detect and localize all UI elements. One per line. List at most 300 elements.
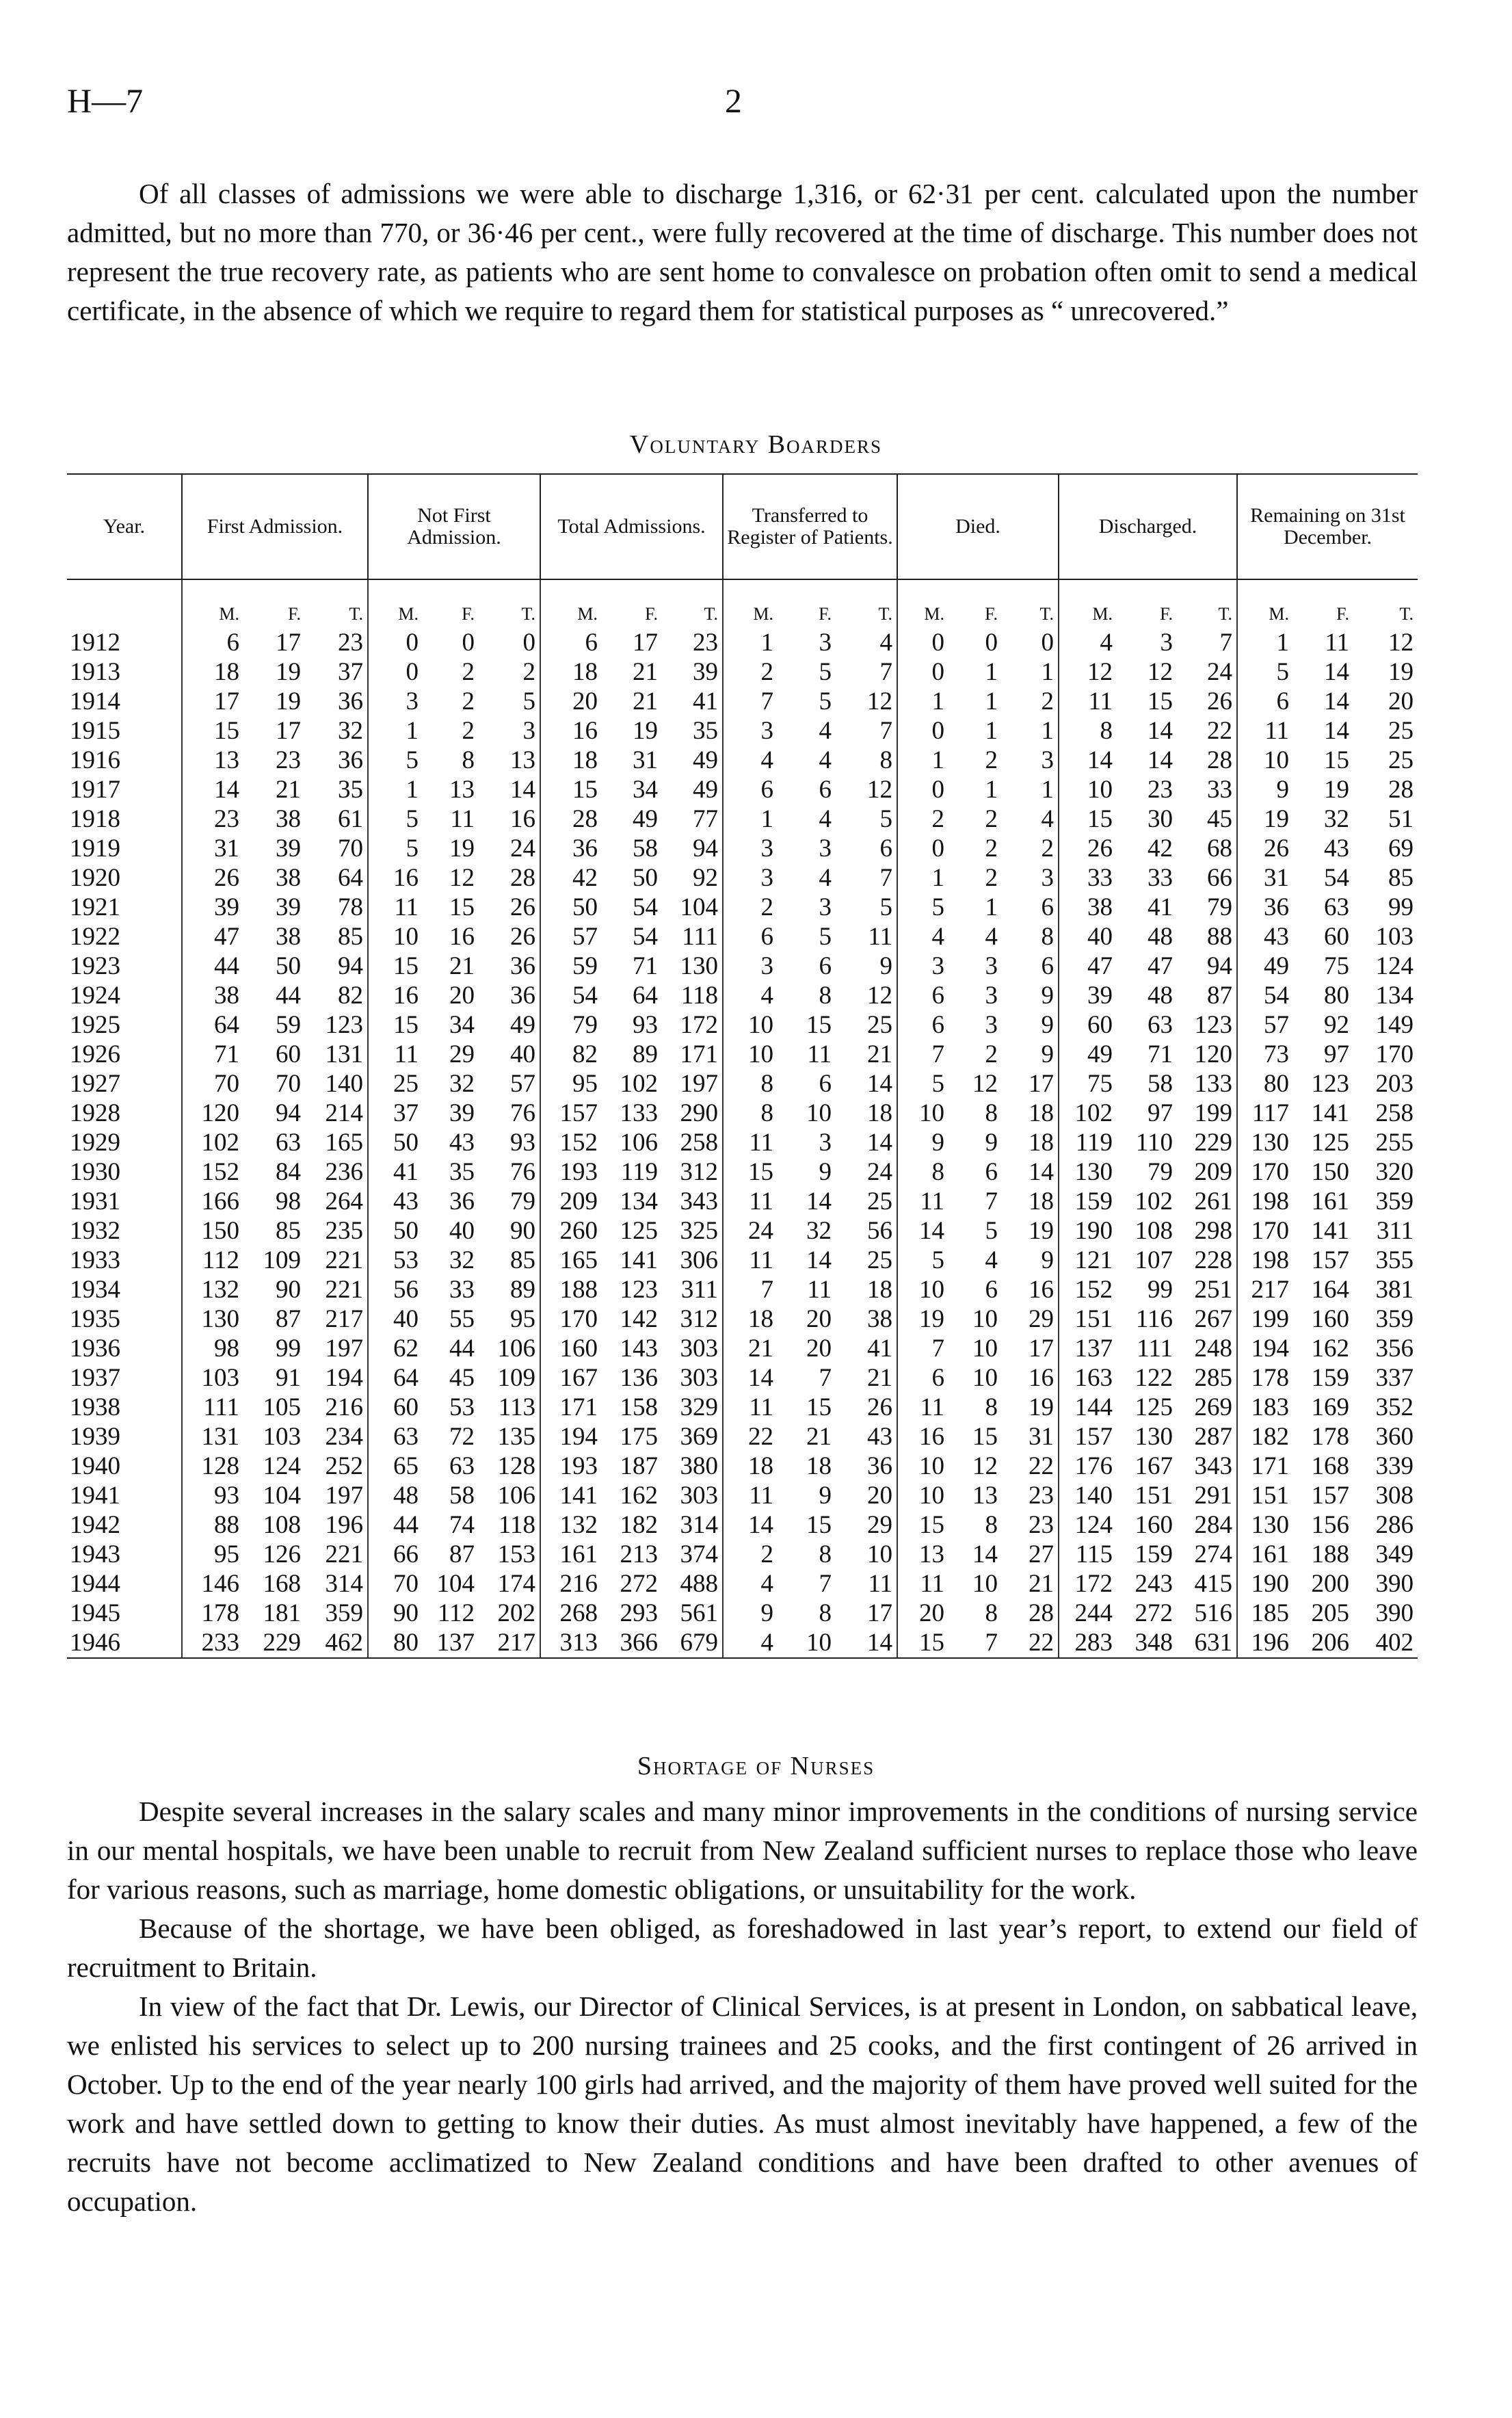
value-cell: 329	[680, 1393, 718, 1421]
value-cell: 131	[182, 1422, 243, 1451]
value-cell: 12	[1148, 658, 1173, 686]
document-reference: H—7	[67, 81, 144, 120]
value-cell: 6	[819, 952, 832, 980]
table-row	[67, 1246, 1418, 1275]
value-cell: 8	[879, 746, 892, 774]
value-cell: 1	[897, 687, 949, 716]
value-cell: 25	[1388, 746, 1414, 774]
table-row	[67, 628, 1418, 657]
value-cell: 311	[1376, 1217, 1414, 1245]
value-cell: 116	[1135, 1305, 1173, 1333]
value-cell: 15	[540, 775, 602, 804]
value-cell: 93	[182, 1481, 243, 1510]
value-cell: 103	[1375, 923, 1414, 951]
value-cell: 146	[182, 1569, 243, 1599]
value-cell: 75	[1059, 1069, 1117, 1099]
value-cell: 38	[182, 981, 243, 1010]
value-cell: 141	[1311, 1099, 1349, 1127]
intro-paragraph: Of all classes of admissions we were able to discharge 1,316, or 62·31 per cent. calculated upon the number admitted, but no more than 770, or 36·46 per cent., were fully recovered at the time of discharge. This number does not represent the true recovery rate, as patients who are sent home to convalesce on probation often omit to send a medical certificate, in the absence of which we require to regard them for statistical purposes as “ unrecovered.”	[67, 178, 1418, 326]
subcolumn-header: T.	[704, 604, 718, 624]
value-cell: 6	[182, 628, 243, 657]
value-cell: 158	[620, 1393, 658, 1421]
value-cell: 88	[182, 1510, 243, 1540]
paragraph: Because of the shortage, we have been obliged, as foreshadowed in last year’s report, to extend our field of recruitment to Britain.	[67, 1913, 1418, 1983]
value-cell: 87	[276, 1305, 301, 1333]
value-cell: 35	[338, 776, 363, 804]
value-cell: 14	[1029, 1158, 1054, 1186]
value-cell: 14	[1324, 717, 1349, 745]
value-cell: 16	[368, 981, 423, 1010]
table-row	[67, 1569, 1418, 1599]
value-cell: 38	[276, 923, 301, 951]
value-cell: 143	[620, 1335, 658, 1363]
value-cell: 174	[497, 1570, 535, 1598]
value-cell: 19	[1237, 804, 1293, 834]
table-row	[67, 1422, 1418, 1451]
blank-cell	[67, 579, 182, 628]
value-cell: 199	[1194, 1099, 1232, 1127]
value-cell: 4	[819, 864, 832, 892]
value-cell: 20	[806, 1305, 832, 1333]
value-cell: 1	[897, 746, 949, 775]
value-cell: 2	[462, 717, 475, 745]
value-cell: 1	[723, 804, 778, 834]
value-cell: 63	[276, 1129, 301, 1157]
value-cell: 4	[1059, 628, 1117, 657]
value-cell: 3	[985, 982, 998, 1010]
shortage-section	[67, 1792, 1418, 2221]
table-row	[67, 1393, 1418, 1422]
table-row	[67, 1481, 1418, 1510]
value-cell: 23	[693, 629, 718, 657]
value-cell: 6	[723, 922, 778, 951]
value-cell: 7	[897, 1040, 949, 1069]
value-cell: 50	[368, 1216, 423, 1246]
value-cell: 8	[462, 746, 475, 774]
value-cell: 19	[1324, 776, 1349, 804]
value-cell: 20	[897, 1599, 949, 1628]
value-cell: 98	[182, 1334, 243, 1363]
value-cell: 26	[1207, 687, 1232, 715]
value-cell: 11	[368, 1040, 423, 1069]
value-cell: 50	[540, 893, 602, 922]
value-cell: 8	[985, 1393, 998, 1421]
value-cell: 84	[276, 1158, 301, 1186]
value-cell: 181	[263, 1599, 301, 1627]
table-row	[67, 657, 1418, 687]
year-cell: 1930	[70, 1158, 120, 1186]
value-cell: 11	[868, 923, 892, 951]
value-cell: 221	[325, 1246, 363, 1274]
value-cell: 70	[368, 1569, 423, 1599]
year-cell: 1919	[70, 835, 120, 863]
value-cell: 128	[182, 1451, 243, 1481]
value-cell: 17	[276, 629, 301, 657]
value-cell: 1	[985, 717, 998, 745]
value-cell: 216	[325, 1393, 363, 1421]
value-cell: 258	[680, 1129, 718, 1157]
value-cell: 60	[276, 1040, 301, 1068]
value-cell: 85	[276, 1217, 301, 1245]
value-cell: 103	[182, 1363, 243, 1393]
paragraph: Despite several increases in the salary scales and many minor improvements in the conditions of nursing service in our mental hospitals, we have been unable to recruit from New Zealand sufficient nurses to replace those who leave for various reasons, such as marriage, home domestic obligations, or unsuitability for the work.	[67, 1796, 1418, 1905]
table-row	[67, 1128, 1418, 1157]
value-cell: 15	[182, 716, 243, 746]
value-cell: 93	[633, 1011, 658, 1039]
value-cell: 19	[276, 687, 301, 715]
value-cell: 15	[1059, 804, 1117, 834]
value-cell: 14	[1324, 687, 1349, 715]
value-cell: 20	[449, 982, 475, 1010]
value-cell: 75	[1324, 952, 1349, 980]
value-cell: 5	[819, 923, 832, 951]
value-cell: 12	[972, 1070, 998, 1098]
value-cell: 80	[1324, 982, 1349, 1010]
value-cell: 252	[325, 1452, 363, 1480]
column-header: Discharged.	[1059, 474, 1237, 579]
value-cell: 8	[985, 1099, 998, 1127]
subcolumn-header: T.	[878, 604, 892, 624]
subcolumn-header: F.	[288, 604, 301, 624]
value-cell: 14	[182, 775, 243, 804]
subcolumn-header: F.	[462, 604, 475, 624]
value-cell: 312	[680, 1305, 718, 1333]
year-cell: 1946	[67, 1628, 182, 1658]
value-cell: 39	[693, 658, 718, 686]
value-cell: 49	[510, 1011, 535, 1039]
value-cell: 10	[972, 1305, 998, 1333]
value-cell: 123	[1311, 1070, 1349, 1098]
value-cell: 71	[1148, 1040, 1173, 1068]
value-cell: 79	[540, 1010, 602, 1040]
value-cell: 14	[867, 1129, 892, 1157]
year-cell: 1923	[70, 952, 120, 980]
value-cell: 21	[867, 1040, 892, 1068]
value-cell: 4	[723, 981, 778, 1010]
value-cell: 206	[1293, 1628, 1353, 1658]
value-cell: 298	[1194, 1217, 1232, 1245]
value-cell: 213	[620, 1540, 658, 1568]
value-cell: 0	[368, 628, 423, 657]
value-cell: 163	[1059, 1363, 1117, 1393]
value-cell: 97	[1324, 1040, 1349, 1068]
value-cell: 21	[633, 687, 658, 715]
value-cell: 94	[276, 1099, 301, 1127]
table-row	[67, 863, 1418, 893]
table-row	[67, 775, 1418, 804]
value-cell: 187	[620, 1452, 658, 1480]
value-cell: 60	[1324, 923, 1349, 951]
value-cell: 18	[1029, 1099, 1054, 1127]
value-cell: 25	[1388, 717, 1414, 745]
value-cell: 103	[263, 1423, 301, 1451]
year-cell: 1913	[70, 658, 120, 686]
value-cell: 14	[723, 1510, 778, 1540]
value-cell: 92	[1324, 1011, 1349, 1039]
value-cell: 80	[368, 1628, 423, 1658]
value-cell: 58	[1148, 1070, 1173, 1098]
value-cell: 182	[620, 1511, 658, 1539]
value-cell: 34	[449, 1011, 475, 1039]
value-cell: 2	[985, 864, 998, 892]
year-cell: 1932	[70, 1217, 120, 1245]
value-cell: 1	[985, 687, 998, 715]
value-cell: 21	[1029, 1570, 1054, 1598]
value-cell: 32	[1324, 805, 1349, 833]
value-cell: 6	[723, 775, 778, 804]
value-cell: 194	[1237, 1334, 1293, 1363]
value-cell: 144	[1059, 1393, 1117, 1422]
value-cell: 16	[368, 863, 423, 893]
value-cell: 11	[868, 1570, 892, 1598]
value-cell: 23	[276, 746, 301, 774]
value-cell: 3	[985, 1011, 998, 1039]
value-cell: 2	[897, 804, 949, 834]
value-cell: 23	[338, 629, 363, 657]
value-cell: 168	[1311, 1452, 1349, 1480]
value-cell: 79	[1148, 1158, 1173, 1186]
value-cell: 11	[897, 1187, 949, 1216]
subcolumn-header: F.	[985, 604, 998, 624]
value-cell: 18	[182, 657, 243, 687]
value-cell: 36	[540, 834, 602, 863]
year-cell: 1937	[70, 1364, 120, 1392]
value-cell: 50	[633, 864, 658, 892]
value-cell: 33	[1148, 864, 1173, 892]
value-cell: 7	[1219, 629, 1232, 657]
value-cell: 109	[263, 1246, 301, 1274]
value-cell: 374	[680, 1540, 718, 1568]
value-cell: 170	[540, 1304, 602, 1334]
value-cell: 42	[1148, 835, 1173, 863]
value-cell: 325	[680, 1217, 718, 1245]
value-cell: 18	[1029, 1129, 1054, 1157]
value-cell: 16	[897, 1422, 949, 1451]
value-cell: 4	[985, 923, 998, 951]
value-cell: 6	[985, 1276, 998, 1304]
value-cell: 7	[723, 1275, 778, 1304]
year-cell: 1914	[70, 687, 120, 715]
value-cell: 159	[1059, 1187, 1117, 1216]
value-cell: 2	[985, 1040, 998, 1068]
value-cell: 99	[276, 1335, 301, 1363]
value-cell: 30	[1148, 805, 1173, 833]
value-cell: 166	[182, 1187, 243, 1216]
table-row	[67, 951, 1418, 981]
value-cell: 359	[1375, 1305, 1414, 1333]
value-cell: 87	[449, 1540, 475, 1568]
value-cell: 77	[693, 805, 718, 833]
value-cell: 2	[1041, 687, 1054, 715]
value-cell: 31	[1029, 1423, 1054, 1451]
value-cell: 0	[462, 629, 475, 657]
value-cell: 157	[1311, 1246, 1349, 1274]
value-cell: 267	[1194, 1305, 1232, 1333]
value-cell: 285	[1194, 1364, 1232, 1392]
value-cell: 13	[182, 746, 243, 775]
value-cell: 32	[338, 717, 363, 745]
value-cell: 71	[182, 1040, 243, 1069]
value-cell: 1	[368, 775, 423, 804]
value-cell: 10	[897, 1481, 949, 1510]
value-cell: 37	[368, 1099, 423, 1128]
value-cell: 182	[1237, 1422, 1293, 1451]
value-cell: 26	[1237, 834, 1293, 863]
value-cell: 22	[723, 1422, 778, 1451]
value-cell: 175	[620, 1423, 658, 1451]
value-cell: 11	[723, 1187, 778, 1216]
value-cell: 3	[723, 834, 778, 863]
value-cell: 4	[897, 922, 949, 951]
value-cell: 360	[1375, 1423, 1414, 1451]
value-cell: 287	[1194, 1423, 1232, 1451]
value-cell: 24	[867, 1158, 892, 1186]
year-cell: 1920	[70, 864, 120, 892]
value-cell: 369	[680, 1423, 718, 1451]
value-cell: 679	[662, 1628, 723, 1658]
subcolumn-header: T.	[1399, 604, 1414, 624]
value-cell: 15	[806, 1011, 832, 1039]
value-cell: 7	[879, 864, 892, 892]
value-cell: 132	[182, 1275, 243, 1304]
value-cell: 63	[1324, 893, 1349, 921]
value-cell: 10	[972, 1335, 998, 1363]
value-cell: 9	[879, 952, 892, 980]
value-cell: 51	[1388, 805, 1414, 833]
value-cell: 12	[867, 687, 892, 715]
value-cell: 14	[1148, 746, 1173, 774]
value-cell: 15	[1148, 687, 1173, 715]
value-cell: 14	[806, 1246, 832, 1274]
value-cell: 111	[182, 1393, 243, 1422]
value-cell: 124	[1375, 952, 1414, 980]
value-cell: 243	[1135, 1570, 1173, 1598]
value-cell: 17	[276, 717, 301, 745]
value-cell: 11	[723, 1393, 778, 1422]
value-cell: 209	[1194, 1158, 1232, 1186]
value-cell: 13	[972, 1482, 998, 1510]
value-cell: 133	[1194, 1070, 1232, 1098]
value-cell: 303	[680, 1482, 718, 1510]
value-cell: 42	[540, 863, 602, 893]
value-cell: 35	[449, 1158, 475, 1186]
value-cell: 5	[985, 1217, 998, 1245]
value-cell: 11	[1325, 629, 1349, 657]
value-cell: 119	[1059, 1128, 1117, 1157]
value-cell: 90	[276, 1276, 301, 1304]
value-cell: 2	[522, 658, 535, 686]
value-cell: 43	[1324, 835, 1349, 863]
table-row	[67, 1599, 1418, 1628]
value-cell: 352	[1375, 1393, 1414, 1421]
value-cell: 303	[680, 1335, 718, 1363]
value-cell: 18	[540, 657, 602, 687]
value-cell: 140	[325, 1070, 363, 1098]
value-cell: 136	[620, 1364, 658, 1392]
value-cell: 21	[806, 1423, 832, 1451]
value-cell: 176	[1059, 1451, 1117, 1481]
value-cell: 64	[338, 864, 363, 892]
value-cell: 95	[540, 1069, 602, 1099]
value-cell: 36	[867, 1452, 892, 1480]
value-cell: 44	[449, 1335, 475, 1363]
value-cell: 71	[633, 952, 658, 980]
subcolumn-header: F.	[1336, 604, 1349, 624]
value-cell: 31	[633, 746, 658, 774]
value-cell: 130	[182, 1304, 243, 1334]
value-cell: 0	[897, 716, 949, 746]
value-cell: 390	[1375, 1570, 1414, 1598]
value-cell: 64	[368, 1363, 423, 1393]
year-cell: 1940	[70, 1452, 120, 1480]
value-cell: 9	[1041, 982, 1054, 1010]
value-cell: 3	[723, 863, 778, 893]
value-cell: 57	[1237, 1010, 1293, 1040]
year-cell: 1938	[70, 1393, 120, 1421]
value-cell: 205	[1311, 1599, 1349, 1627]
value-cell: 21	[449, 952, 475, 980]
value-cell: 6	[540, 628, 602, 657]
value-cell: 125	[620, 1217, 658, 1245]
value-cell: 18	[867, 1099, 892, 1127]
year-cell: 1915	[70, 717, 120, 745]
value-cell: 152	[182, 1157, 243, 1187]
value-cell: 49	[693, 776, 718, 804]
value-cell: 104	[436, 1570, 475, 1598]
value-cell: 233	[182, 1628, 243, 1658]
value-cell: 10	[806, 1099, 832, 1127]
value-cell: 112	[182, 1246, 243, 1275]
value-cell: 48	[368, 1481, 423, 1510]
value-cell: 381	[1375, 1276, 1414, 1304]
value-cell: 39	[182, 893, 243, 922]
value-cell: 124	[1059, 1510, 1117, 1540]
value-cell: 39	[276, 835, 301, 863]
value-cell: 355	[1375, 1246, 1414, 1274]
value-cell: 170	[1375, 1040, 1414, 1068]
value-cell: 284	[1194, 1511, 1232, 1539]
value-cell: 152	[1059, 1275, 1117, 1304]
table-row	[67, 893, 1418, 922]
value-cell: 12	[449, 864, 475, 892]
value-cell: 168	[263, 1570, 301, 1598]
value-cell: 38	[276, 805, 301, 833]
value-cell: 32	[806, 1217, 832, 1245]
year-cell: 1939	[70, 1423, 120, 1451]
value-cell: 3	[522, 717, 535, 745]
value-cell: 0	[897, 834, 949, 863]
value-cell: 14	[806, 1187, 832, 1215]
value-cell: 13	[897, 1540, 949, 1569]
value-cell: 16	[540, 716, 602, 746]
value-cell: 70	[182, 1069, 243, 1099]
value-cell: 19	[1029, 1393, 1054, 1421]
value-cell: 130	[1237, 1510, 1293, 1540]
value-cell: 49	[1059, 1040, 1117, 1069]
value-cell: 10	[897, 1451, 949, 1481]
value-cell: 39	[1059, 981, 1117, 1010]
value-cell: 2	[985, 805, 998, 833]
value-cell: 12	[972, 1452, 998, 1480]
value-cell: 24	[723, 1216, 778, 1246]
value-cell: 264	[325, 1187, 363, 1215]
value-cell: 161	[1311, 1187, 1349, 1215]
value-cell: 1	[1041, 717, 1054, 745]
value-cell: 11	[807, 1276, 832, 1304]
value-cell: 60	[368, 1393, 423, 1422]
value-cell: 12	[867, 776, 892, 804]
value-cell: 47	[1059, 951, 1117, 981]
